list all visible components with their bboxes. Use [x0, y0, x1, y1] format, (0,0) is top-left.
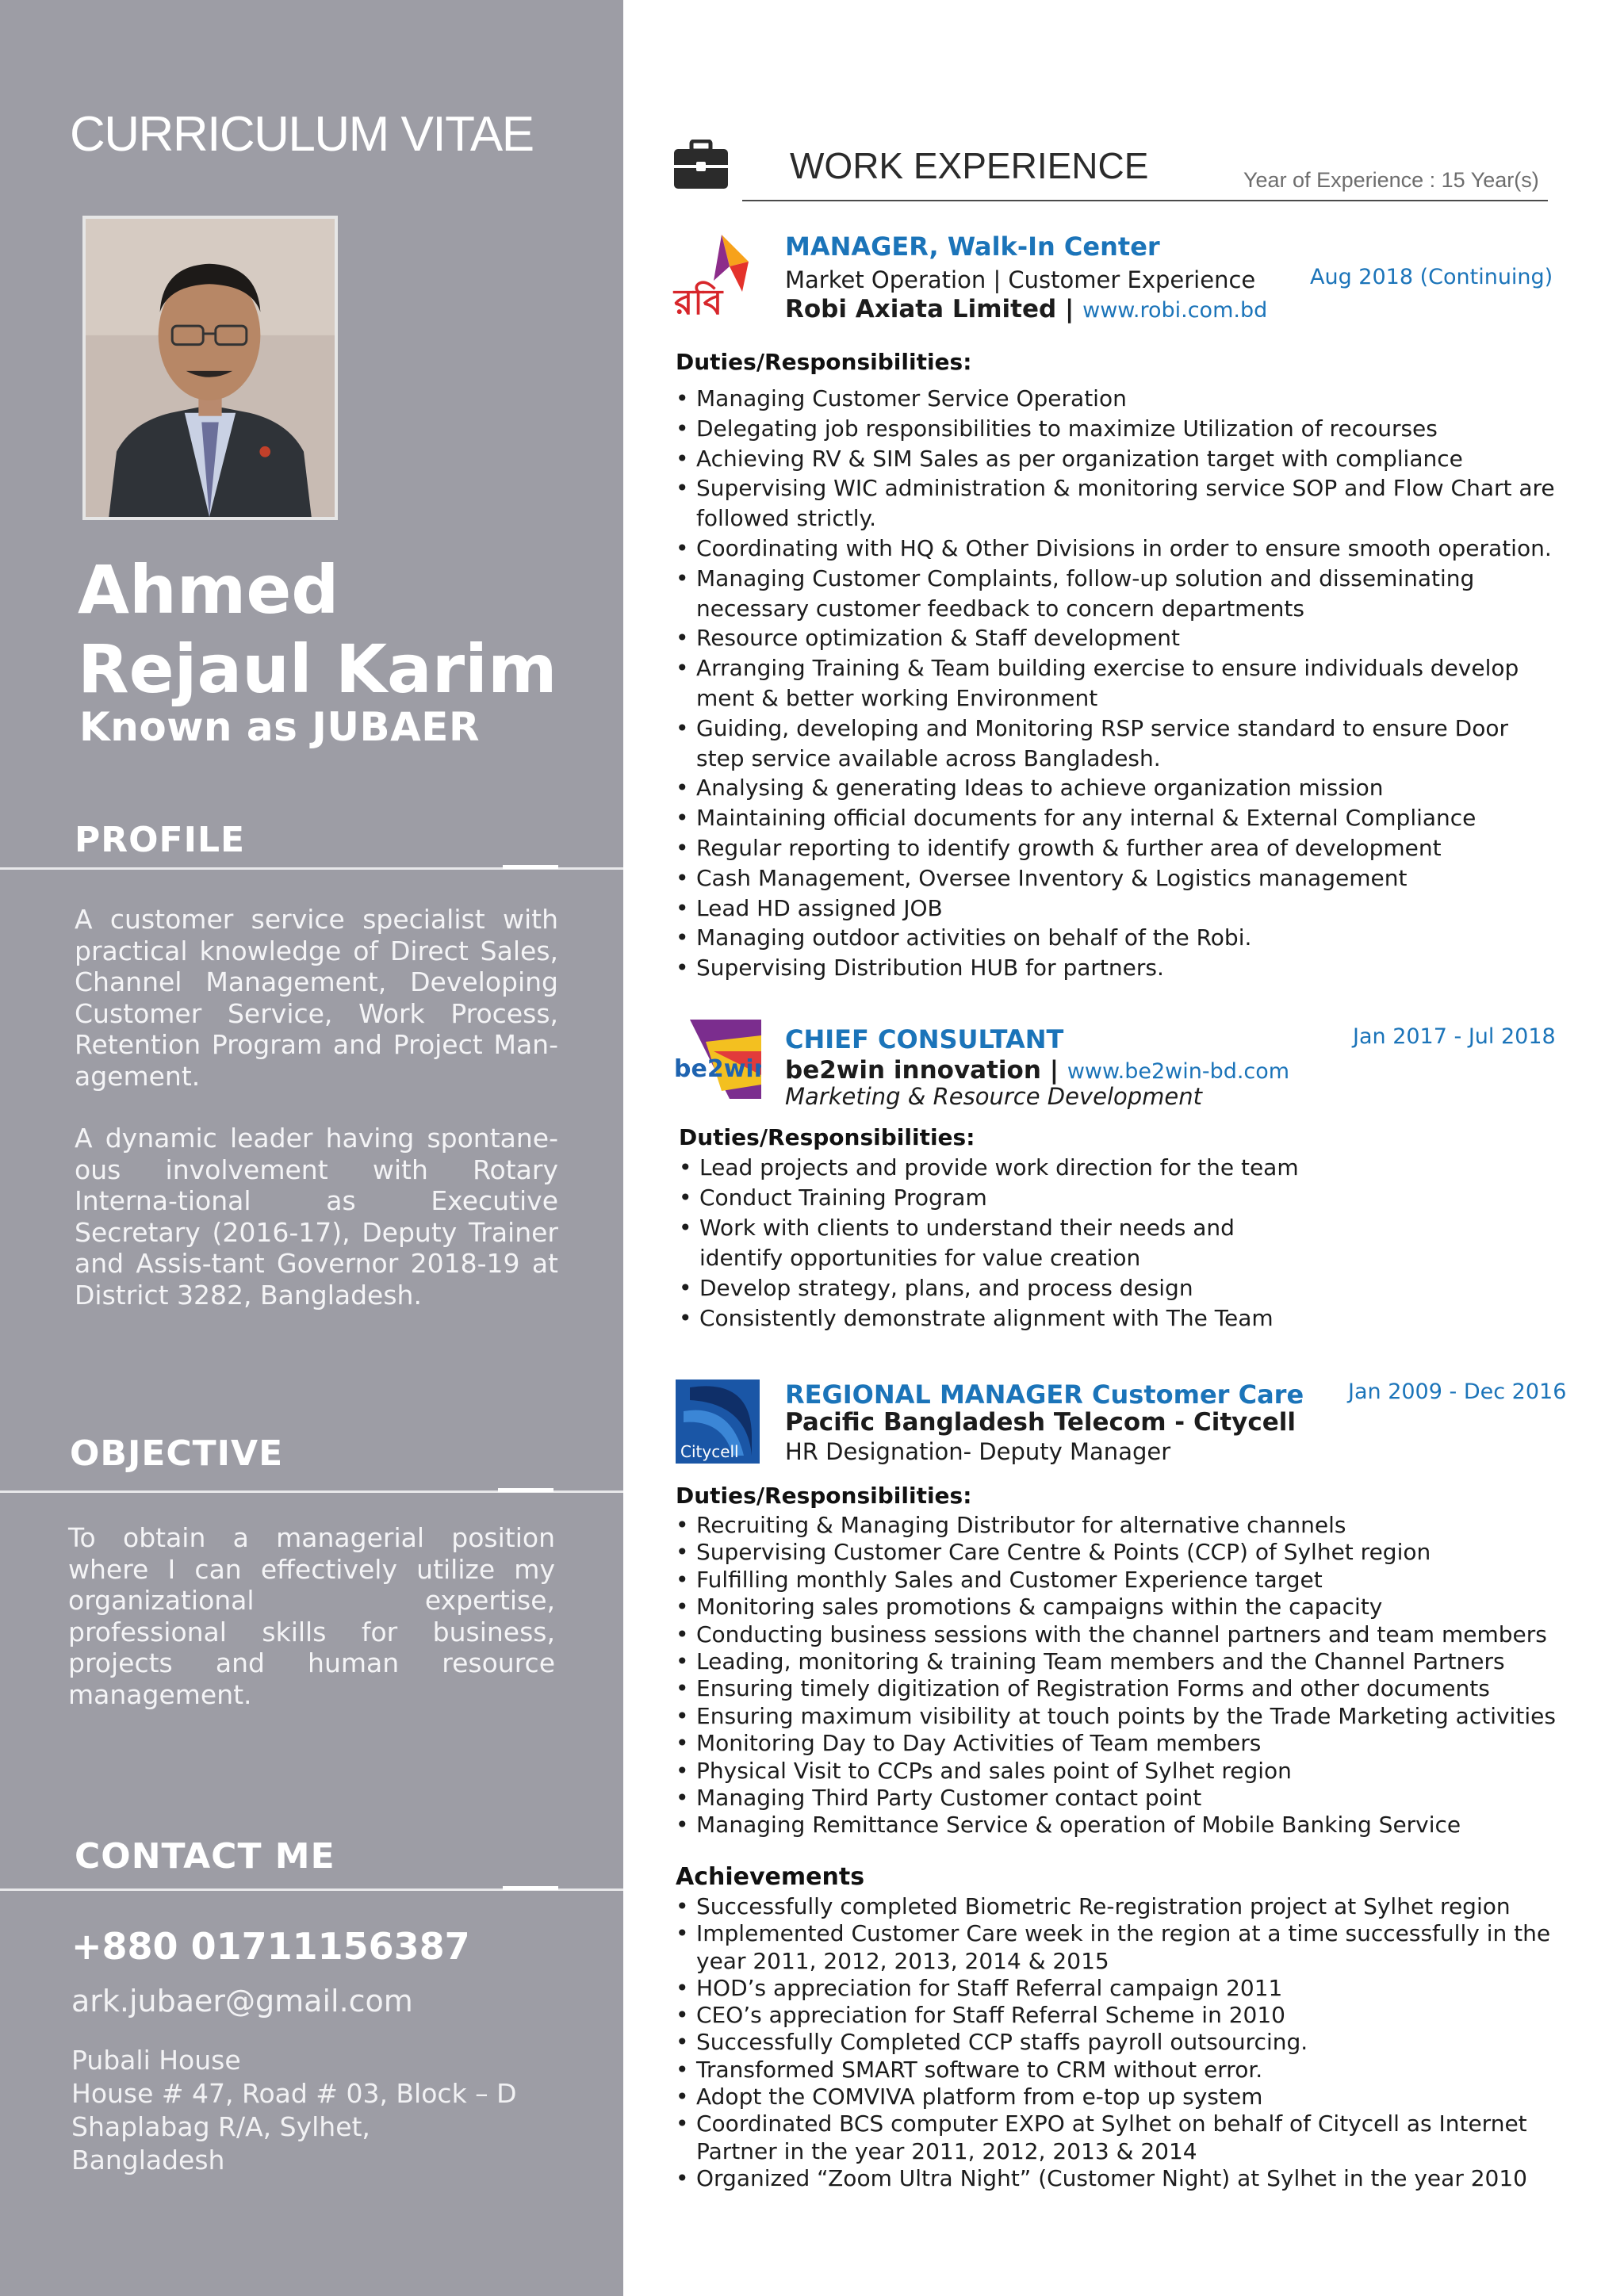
- duty-item: • Managing outdoor activities on behalf of the Robi.: [676, 923, 1555, 953]
- duty-item: • Coordinating with HQ & Other Divisions in order to ensure smooth operation.: [676, 534, 1555, 564]
- achievement-item: • CEO’s appreciation for Staff Referral Scheme in 2010: [676, 2002, 1550, 2029]
- company-line: [785, 1056, 1289, 1085]
- work-experience-heading: WORK EXPERIENCE: [790, 145, 1149, 186]
- cv-title: CURRICULUM VITAE: [70, 107, 534, 162]
- company-name: be2win innovation: [785, 1056, 1041, 1085]
- company-name: Pacific Bangladesh Telecom - Citycell: [785, 1408, 1297, 1437]
- full-name: [78, 550, 557, 709]
- duty-item: • Conduct Training Program: [679, 1183, 1299, 1213]
- separator: |: [1040, 1056, 1067, 1085]
- duty-item: • Lead HD assigned JOB: [676, 894, 1555, 924]
- achievement-item-continued: year 2011, 2012, 2013, 2014 & 2015: [696, 1947, 1109, 1974]
- briefcase-icon: [672, 140, 730, 190]
- achievement-item: • HOD’s appreciation for Staff Referral campaign 2011: [676, 1975, 1550, 2002]
- duties-list: [676, 1512, 1556, 1839]
- duty-item: • Regular reporting to identify growth & further area of development: [676, 833, 1555, 863]
- duties-list: [679, 1153, 1299, 1334]
- duty-item: • Conducting business sessions with the channel partners and team members: [676, 1621, 1556, 1648]
- address-line: Shaplabag R/A, Sylhet,: [71, 2111, 370, 2142]
- profile-paragraph-1: A customer service specialist with practical knowledge of Direct Sales, Channel Management, Developing Customer Service, Work Process, Retention Program and Project Man-agement.: [75, 904, 558, 1092]
- duty-item: • Arranging Training & Team building exercise to ensure individuals develop: [676, 653, 1555, 683]
- contact-heading: CONTACT ME: [75, 1836, 335, 1877]
- job-date: Jan 2017 - Jul 2018: [1353, 1024, 1556, 1049]
- duties-heading: Duties/Responsibilities:: [676, 1483, 972, 1509]
- job-subtitle: HR Designation- Deputy Manager: [785, 1438, 1171, 1465]
- duty-item: • Delegating job responsibilities to maximize Utilization of recourses: [676, 414, 1555, 444]
- duty-item: • Supervising Distribution HUB for partners.: [676, 953, 1555, 983]
- duty-item-continued: followed strictly.: [696, 505, 876, 532]
- objective-heading: OBJECTIVE: [70, 1433, 284, 1474]
- duty-item: • Managing Customer Complaints, follow-up solution and disseminating: [676, 564, 1555, 594]
- name-line-2: Rejaul Karim: [78, 630, 557, 708]
- duty-item: • Consistently demonstrate alignment with The Team: [679, 1303, 1299, 1334]
- duty-item: • Achieving RV & SIM Sales as per organization target with compliance: [676, 444, 1555, 474]
- duties-list: [676, 384, 1555, 983]
- duty-item: • Managing Remittance Service & operation of Mobile Banking Service: [676, 1812, 1556, 1839]
- name-line-1: Ahmed: [78, 551, 339, 629]
- address-line: House # 47, Road # 03, Block – D: [71, 2078, 517, 2109]
- profile-paragraph-2: A dynamic leader having spontane-ous involvement with Rotary Interna-tional as Executive Secretary (2016-17), Deputy Trainer and Assis-tant Governor 2018-19 at District 3282, Bangladesh.: [75, 1123, 558, 1311]
- duty-item: • Physical Visit to CCPs and sales point of Sylhet region: [676, 1758, 1556, 1785]
- company-name: Robi Axiata Limited: [785, 295, 1057, 323]
- duty-item-continued: step service available across Bangladesh.: [696, 744, 1161, 771]
- duty-item: • Monitoring Day to Day Activities of Team members: [676, 1730, 1556, 1757]
- be2win-logo-text: be2win: [674, 1055, 761, 1083]
- achievements-list: [676, 1893, 1550, 2192]
- postal-address: [71, 2044, 517, 2177]
- profile-photo: [82, 216, 338, 520]
- duty-item: • Recruiting & Managing Distributor for alternative channels: [676, 1512, 1556, 1539]
- duty-item: • Managing Customer Service Operation: [676, 384, 1555, 414]
- citycell-logo-text: Citycell: [680, 1442, 739, 1461]
- achievement-item-continued: Partner in the year 2011, 2012, 2013 & 2014: [696, 2137, 1197, 2164]
- achievement-item: • Successfully completed Biometric Re-registration project at Sylhet region: [676, 1893, 1550, 1920]
- contact-divider-accent: [503, 1886, 558, 1890]
- company-line: [785, 295, 1267, 323]
- duty-item: • Ensuring maximum visibility at touch points by the Trade Marketing activities: [676, 1703, 1556, 1730]
- job-title: MANAGER, Walk-In Center: [785, 232, 1160, 262]
- achievements-heading: Achievements: [676, 1863, 865, 1891]
- duty-item: • Work with clients to understand their needs and: [679, 1213, 1299, 1243]
- main-content: [623, 0, 1624, 2296]
- known-as: Known as JUBAER: [79, 704, 480, 750]
- achievement-item: • Successfully Completed CCP staffs payroll outsourcing.: [676, 2029, 1550, 2056]
- duties-heading: Duties/Responsibilities:: [676, 349, 972, 375]
- achievement-item: • Adopt the COMVIVA platform from e-top up system: [676, 2084, 1550, 2110]
- duty-item: • Monitoring sales promotions & campaigns within the capacity: [676, 1594, 1556, 1621]
- duty-item: • Resource optimization & Staff development: [676, 623, 1555, 653]
- duty-item: • Supervising WIC administration & monitoring service SOP and Flow Chart are: [676, 473, 1555, 503]
- duty-item-continued: necessary customer feedback to concern departments: [696, 595, 1304, 622]
- duty-item: • Fulfilling monthly Sales and Customer Experience target: [676, 1567, 1556, 1594]
- robi-logo: [672, 235, 760, 322]
- achievement-item: • Transformed SMART software to CRM without error.: [676, 2057, 1550, 2084]
- duty-item-continued: identify opportunities for value creation: [699, 1245, 1141, 1271]
- duty-item: • Analysing & generating Ideas to achieve organization mission: [676, 773, 1555, 803]
- sidebar: [0, 0, 623, 2296]
- duty-item-continued: ment & better working Environment: [696, 684, 1098, 711]
- achievement-item: • Implemented Customer Care week in the region at a time successfully in the: [676, 1920, 1550, 1947]
- job-date: Aug 2018 (Continuing): [1310, 265, 1553, 289]
- objective-divider-accent: [498, 1488, 553, 1492]
- separator: |: [1056, 295, 1083, 323]
- duty-item: • Guiding, developing and Monitoring RSP service standard to ensure Door: [676, 714, 1555, 744]
- job-title: CHIEF CONSULTANT: [785, 1024, 1064, 1054]
- profile-divider-accent: [503, 865, 558, 869]
- robi-logo-text: রবি: [674, 282, 723, 322]
- phone-number[interactable]: +880 01711156387: [71, 1925, 470, 1968]
- job-subtitle: Market Operation | Customer Experience: [785, 266, 1256, 293]
- duty-item: • Develop strategy, plans, and process design: [679, 1273, 1299, 1303]
- be2win-logo: [674, 1020, 761, 1099]
- achievement-item: • Organized “Zoom Ultra Night” (Customer Night) at Sylhet in the year 2010: [676, 2165, 1550, 2192]
- job-subtitle: Marketing & Resource Development: [785, 1083, 1202, 1110]
- job-title: REGIONAL MANAGER Customer Care: [785, 1380, 1304, 1410]
- duty-item: • Ensuring timely digitization of Registration Forms and other documents: [676, 1675, 1556, 1702]
- duty-item: • Supervising Customer Care Centre & Points (CCP) of Sylhet region: [676, 1539, 1556, 1566]
- years-of-experience: Year of Experience : 15 Year(s): [1243, 168, 1539, 192]
- achievement-item: • Coordinated BCS computer EXPO at Sylhet on behalf of Citycell as Internet: [676, 2110, 1550, 2137]
- job-date: Jan 2009 - Dec 2016: [1348, 1380, 1567, 1404]
- company-url[interactable]: www.be2win-bd.com: [1067, 1059, 1290, 1084]
- company-url[interactable]: www.robi.com.bd: [1082, 298, 1268, 323]
- objective-text: To obtain a managerial position where I can effectively utilize my organizational expertise, professional skills for business, projects and human resource management.: [68, 1522, 555, 1710]
- profile-heading: PROFILE: [75, 820, 246, 860]
- duty-item: • Managing Third Party Customer contact point: [676, 1785, 1556, 1812]
- duty-item: • Lead projects and provide work direction for the team: [679, 1153, 1299, 1183]
- address-line: Bangladesh: [71, 2145, 225, 2175]
- duty-item: • Leading, monitoring & training Team members and the Channel Partners: [676, 1648, 1556, 1675]
- citycell-logo: [676, 1380, 760, 1464]
- address-line: Pubali House: [71, 2045, 241, 2076]
- work-experience-divider: [742, 200, 1548, 201]
- duty-item: • Maintaining official documents for any internal & External Compliance: [676, 803, 1555, 833]
- duties-heading: Duties/Responsibilities:: [679, 1124, 975, 1150]
- duty-item: • Cash Management, Oversee Inventory & Logistics management: [676, 863, 1555, 894]
- email-address[interactable]: ark.jubaer@gmail.com: [71, 1984, 413, 2019]
